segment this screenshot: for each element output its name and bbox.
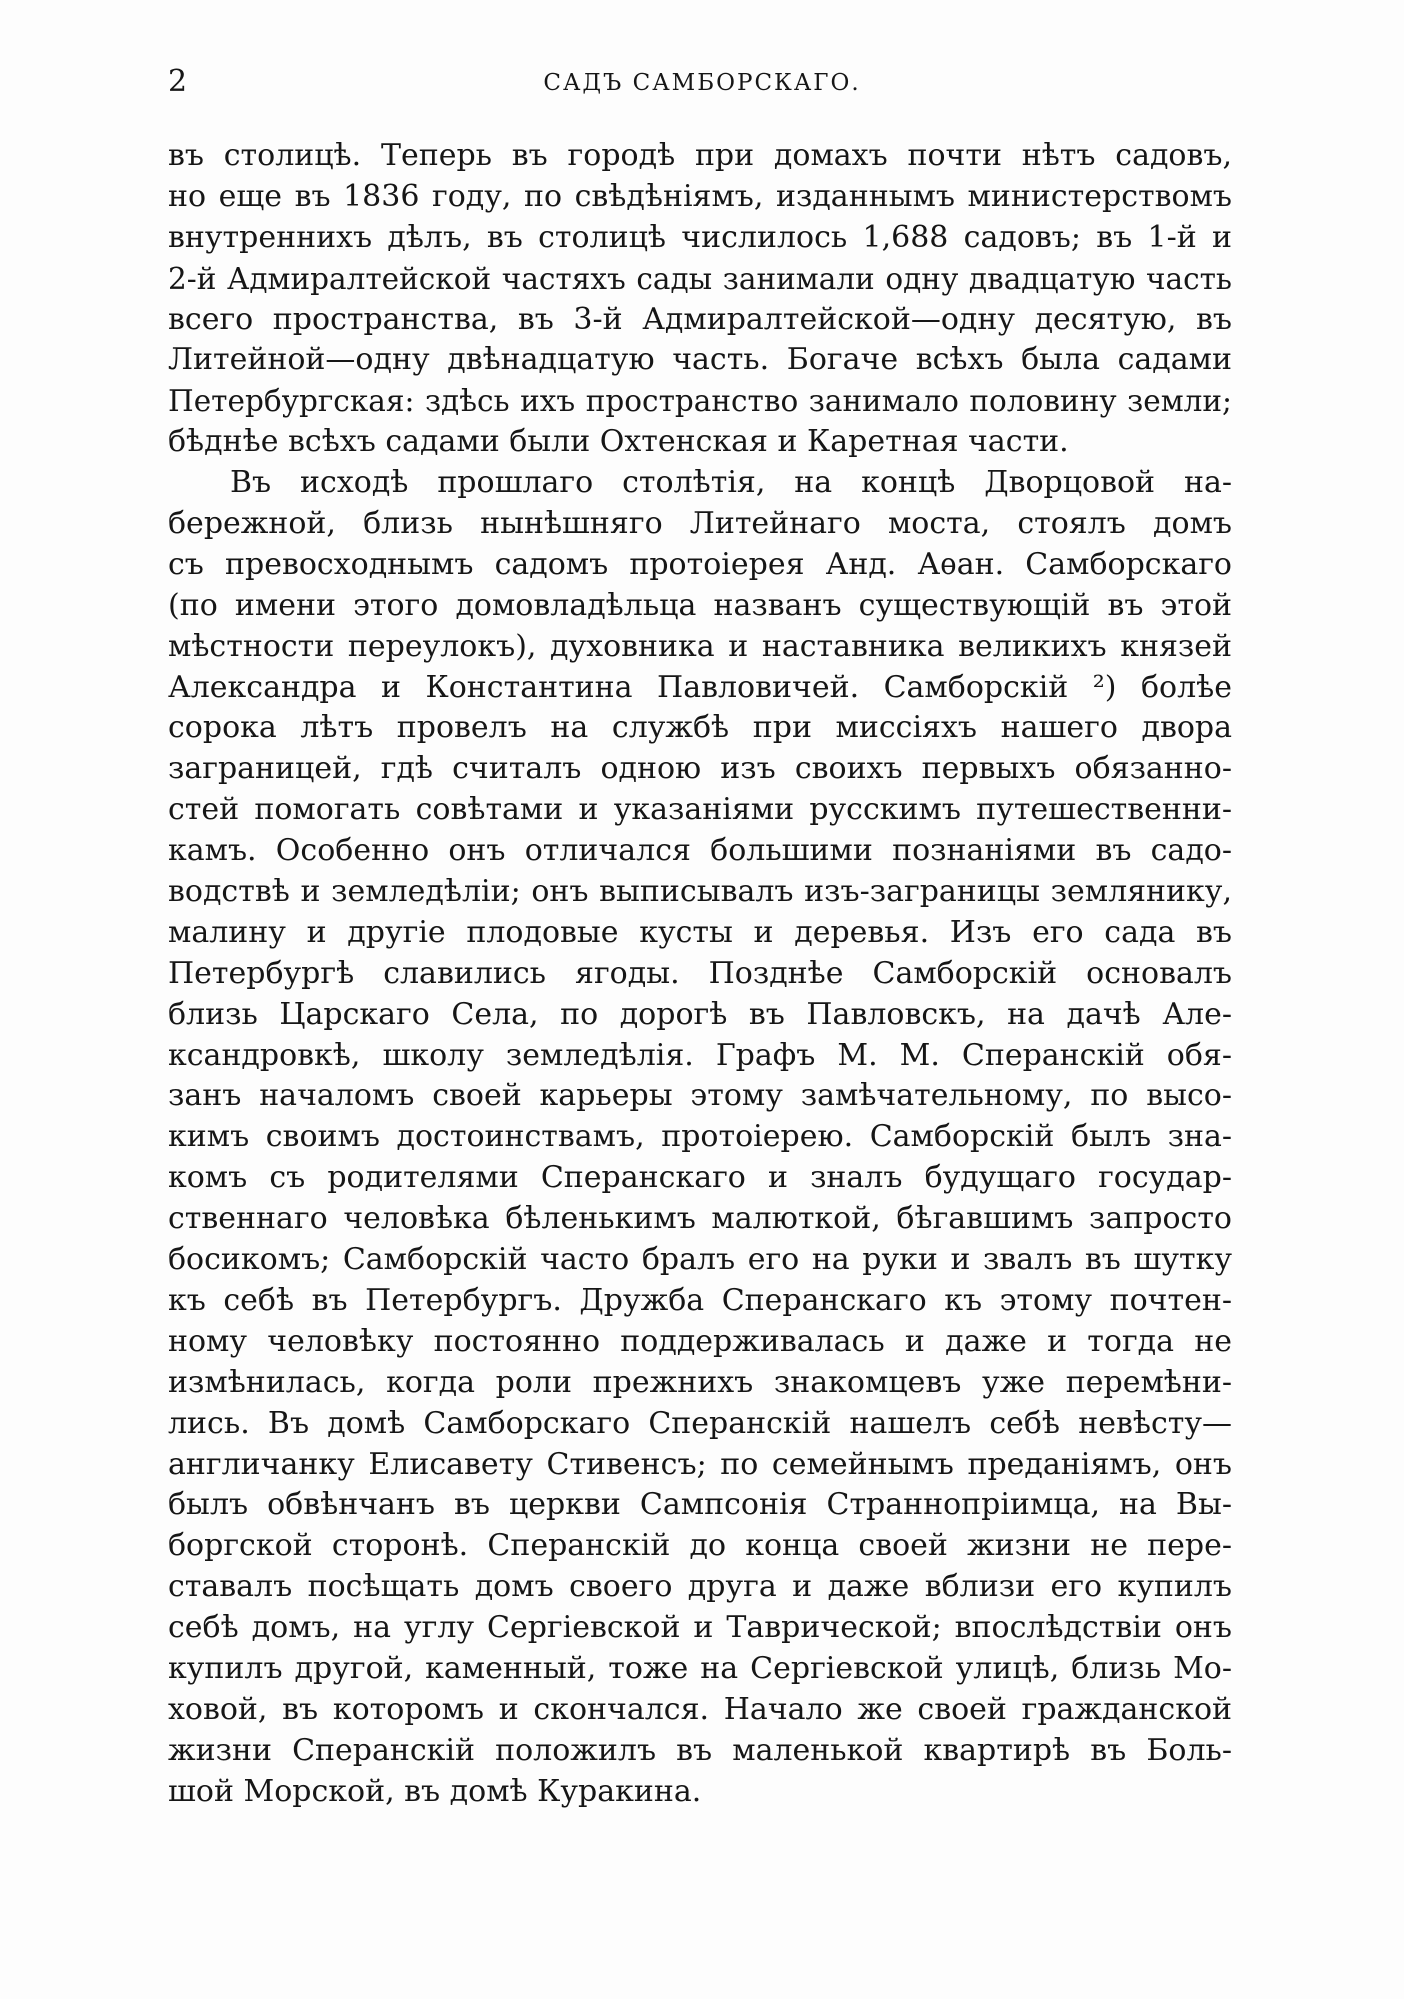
text-line: Петербургская: здѣсь ихъ пространство занимало половину земли; (168, 384, 1232, 419)
text-line: съ превосходнымъ садомъ протоіерея Анд. Аѳан. Самборскаго (168, 546, 1232, 582)
text-line: боргской сторонѣ. Сперанскій до конца своей жизни не пере- (168, 1528, 1232, 1564)
text-line: заграницей, гдѣ считалъ одною изъ своихъ первыхъ обязанно- (168, 751, 1232, 787)
text-line: близь Царскаго Села, по дорогѣ въ Павловскъ, на дачѣ Але- (168, 996, 1232, 1032)
text-line: бережной, близь нынѣшняго Литейнаго моста, стоялъ домъ (168, 506, 1232, 542)
text-line: камъ. Особенно онъ отличался большими познаніями въ садо- (168, 833, 1232, 869)
text-line: (по имени этого домовладѣльца названъ существующій въ этой (168, 587, 1232, 623)
text-line: ксандровкѣ, школу земледѣлія. Графъ М. М. Сперанскій обя- (168, 1037, 1232, 1073)
text-line: ховой, въ которомъ и скончался. Начало же своей гражданской (168, 1691, 1232, 1727)
text-line: стей помогать совѣтами и указаніями русскимъ путешественни- (168, 792, 1232, 828)
page-number: 2 (168, 64, 188, 99)
text-line: мѣстности переулокъ), духовника и наставника великихъ князей (168, 628, 1232, 664)
text-line: малину и другіе плодовые кусты и деревья. Изъ его сада въ (168, 914, 1232, 950)
text-line: въ столицѣ. Теперь въ городѣ при домахъ почти нѣтъ садовъ, (168, 138, 1232, 173)
text-line: сорока лѣтъ провелъ на службѣ при миссіяхъ нашего двора (168, 710, 1232, 746)
text-line: ственнаго человѣка бѣленькимъ малюткой, бѣгавшимъ запросто (168, 1201, 1232, 1237)
text-line: ставалъ посѣщать домъ своего друга и даже вблизи его купилъ (168, 1569, 1232, 1605)
text-line: ному человѣку постоянно поддерживалась и даже и тогда не (168, 1323, 1232, 1359)
text-line: 2-й Адмиралтейской частяхъ сады занимали одну двадцатую часть (168, 261, 1232, 296)
text-line: занъ началомъ своей карьеры этому замѣчательному, по высо- (168, 1078, 1232, 1114)
text-line: водствѣ и земледѣліи; онъ выписывалъ изъ-заграницы землянику, (168, 874, 1232, 910)
text-line: Александра и Константина Павловичей. Самборскій ²) болѣе (168, 669, 1232, 705)
text-line: Литейной—одну двѣнадцатую часть. Богаче всѣхъ была садами (168, 342, 1232, 378)
text-line: себѣ домъ, на углу Сергіевской и Таврической; впослѣдствіи онъ (168, 1610, 1232, 1646)
text-line: купилъ другой, каменный, тоже на Сергіевской улицѣ, близь Мо- (168, 1650, 1232, 1686)
text-line: Въ исходѣ прошлаго столѣтія, на концѣ Дворцовой на- (230, 465, 1232, 501)
text-line: жизни Сперанскій положилъ въ маленькой квартирѣ въ Боль- (168, 1732, 1232, 1768)
text-line: былъ обвѣнчанъ въ церкви Сампсонія Страннопріимца, на Вы- (168, 1487, 1232, 1523)
text-line: бѣднѣе всѣхъ садами были Охтенская и Каретная части. (168, 424, 1069, 460)
text-line: кимъ своимъ достоинствамъ, протоіерею. Самборскій былъ зна- (168, 1119, 1232, 1155)
text-line: измѣнилась, когда роли прежнихъ знакомцевъ уже перемѣни- (168, 1364, 1232, 1400)
text-line: шой Морской, въ домѣ Куракина. (168, 1773, 702, 1809)
text-line: лись. Въ домѣ Самборскаго Сперанскій нашелъ себѣ невѣсту— (168, 1405, 1232, 1441)
text-line: всего пространства, въ 3-й Адмиралтейской—одну десятую, въ (168, 301, 1232, 337)
body-text (168, 136, 1232, 1813)
text-line: но еще въ 1836 году, по свѣдѣніямъ, изданнымъ министерствомъ (168, 178, 1232, 214)
text-line: англичанку Елисавету Стивенсъ; по семейнымъ преданіямъ, онъ (168, 1446, 1232, 1482)
running-title: САДЪ САМБОРСКАГО. (543, 70, 861, 96)
text-line: Петербургѣ славились ягоды. Позднѣе Самборскій основалъ (168, 955, 1232, 991)
text-line: босикомъ; Самборскій часто бралъ его на руки и звалъ въ шутку (168, 1242, 1232, 1278)
text-line: къ себѣ въ Петербургъ. Дружба Сперанскаго къ этому почтен- (168, 1282, 1232, 1318)
text-line: внутреннихъ дѣлъ, въ столицѣ числилось 1,688 садовъ; въ 1-й и (168, 219, 1232, 255)
text-line: комъ съ родителями Сперанскаго и зналъ будущаго государ- (168, 1160, 1232, 1196)
